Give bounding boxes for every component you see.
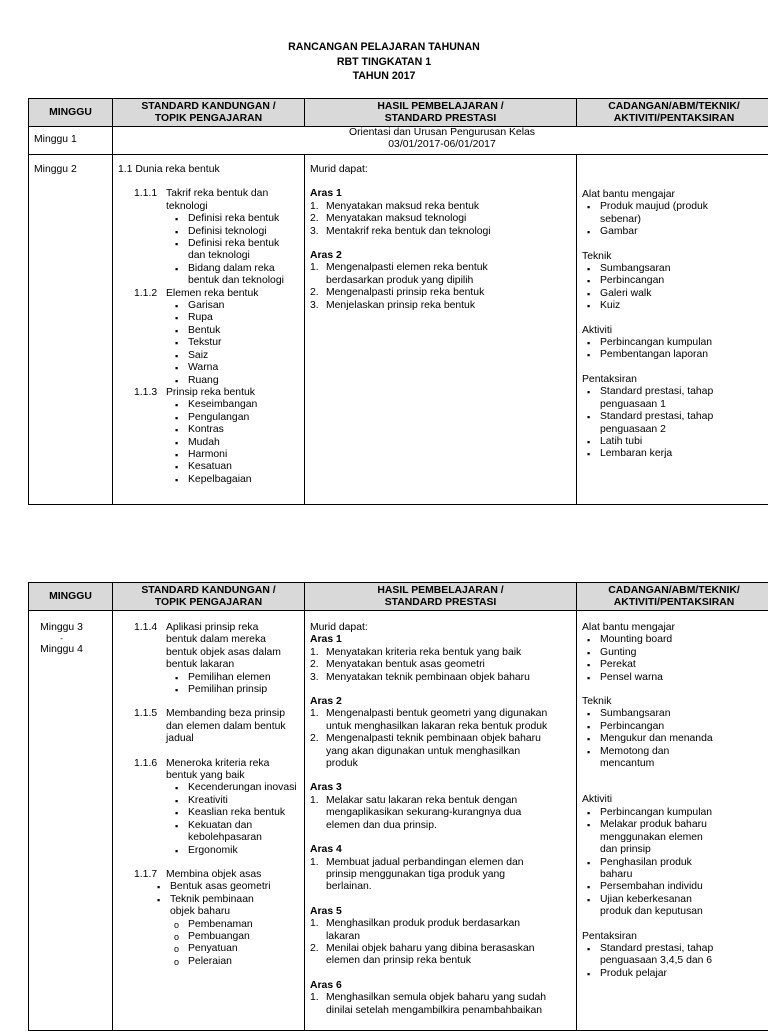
section-1-1-3: 1.1.3 Prinsip reka bentuk <box>118 387 300 399</box>
list-1-1-4: ▪ Pemilihan elemen ▪ Pemilihan prinsip <box>170 672 300 697</box>
header-cadangan-2: CADANGAN/ABM/TEKNIK/ AKTIVITI/PENTAKSIRAN <box>577 583 768 611</box>
topic-title: 1.1 Dunia reka bentuk <box>118 164 300 176</box>
aras-5-list: 1. Menghasilkan produk produk berdasarkan lakaran 2. Menilai objek baharu yang dibina berasaskan elemen dan prinsip reka bentuk <box>310 918 572 968</box>
header-hasil-pembelajaran-2: HASIL PEMBELAJARAN / STANDARD PRESTASI <box>305 583 577 611</box>
cell-week34-resources: Alat bantu mengajar ▪ Mounting board ▪ Gunting ▪ Perekat ▪ Pensel warna Teknik ▪ Sumbangsaran ▪ Perbincangan ▪ Mengukur dan menanda ▪ Memotong dan mencantum Aktiviti ▪ Perbincangan kumpulan ▪ Melakar produk baharu menggunakan elemen dan prinsip ▪ Penghasilan produk baharu ▪ Persembahan individu ▪ Ujian keberkesanan produk dan keputusan Pentaksiran ▪ Standard prestasi, tahap penguasaan 3,4,5 dan 6 ▪ Produk pelajar <box>577 611 768 1031</box>
doc-subtitle: RBT TINGKATAN 1 <box>0 56 768 68</box>
abm-list: ▪ Produk maujud (produk sebenar) ▪ Gambar <box>582 201 767 238</box>
table-header-row-2 <box>29 583 768 611</box>
aras-2-list: 1. Mengenalpasti elemen reka bentuk berdasarkan produk yang dipilih 2. Mengenalpasti prinsip reka bentuk 3. Menjelaskan prinsip reka bentuk <box>310 262 572 312</box>
aras-6-list: 1. Menghasilkan semula objek baharu yang sudah dinilai setelah mengambilkira penambahbaikan <box>310 992 572 1017</box>
section-1-1-6: 1.1.6 Meneroka kriteria reka bentuk yang baik <box>118 758 300 783</box>
list-1-1-6: ▪ Kecenderungan inovasi ▪ Kreativiti ▪ Keaslian reka bentuk ▪ Kekuatan dan kebolehpasaran ▪ Ergonomik <box>170 782 300 856</box>
cell-week2-outcomes: Murid dapat: Aras 1 1. Menyatakan maksud reka bentuk 2. Menyatakan maksud teknologi 3. Mentakrif reka bentuk dan teknologi Aras 2 1. Mengenalpasti elemen reka bentuk berdasarkan produk yang dipilih 2. Mengenalpasti prinsip reka bentuk 3. Menjelaskan prinsip reka bentuk <box>305 155 577 505</box>
section-1-1-4: 1.1.4 Aplikasi prinsip reka bentuk dalam mereka bentuk objek asas dalam bentuk lakaran <box>118 622 300 672</box>
aras-2-list-2: 1. Mengenalpasti bentuk geometri yang digunakan untuk menghasilkan lakaran reka bentuk produk 2. Mengenalpasti teknik pembinaan objek baharu yang akan digunakan untuk menghasilkan produk <box>310 708 572 770</box>
cell-week2-resources: Alat bantu mengajar ▪ Produk maujud (produk sebenar) ▪ Gambar Teknik ▪ Sumbangsaran ▪ Perbincangan ▪ Galeri walk ▪ Kuiz Aktiviti ▪ Perbincangan kumpulan ▪ Pembentangan laporan Pentaksiran ▪ Standard prestasi, tahap penguasaan 1 ▪ Standard prestasi, tahap penguasaan 2 ▪ Latih tubi ▪ Lembaran kerja <box>577 155 768 505</box>
doc-title: RANCANGAN PELAJARAN TAHUNAN <box>0 41 768 53</box>
aras-4-list: 1. Membuat jadual perbandingan elemen dan prinsip menggunakan tiga produk yang berlainan. <box>310 857 572 894</box>
header-hasil-pembelajaran: HASIL PEMBELAJARAN / STANDARD PRESTASI <box>305 99 577 127</box>
aras-1-label: Aras 1 <box>310 188 572 200</box>
plan-table-1 <box>28 98 768 505</box>
header-minggu-2: MINGGU <box>29 583 113 611</box>
cell-week34-outcomes: Murid dapat: Aras 1 1. Menyatakan kriteria reka bentuk yang baik 2. Menyatakan bentuk asas geometri 3. Menyatakan teknik pembinaan objek baharu Aras 2 1. Mengenalpasti bentuk geometri yang digunakan untuk menghasilkan lakaran reka bentuk produk 2. Mengenalpasti teknik pembinaan objek baharu yang akan digunakan untuk menghasilkan produk Aras 3 1. Melakar satu lakaran reka bentuk dengan mengaplikasikan sekurang-kurangnya dua elemen dan dua prinsip. Aras 4 1. Membuat jadual perbandingan elemen dan prinsip menggunakan tiga produk yang berlainan. Aras 5 1. Menghasilkan produk produk berdasarkan lakaran 2. Menilai objek baharu yang dibina berasaskan elemen dan prinsip reka bentuk Aras 6 1. Menghasilkan semula objek baharu yang sudah dinilai setelah mengambilkira penambahbaikan <box>305 611 577 1031</box>
section-1-1-5: 1.1.5 Membanding beza prinsip dan elemen dalam bentuk jadual <box>118 708 300 745</box>
aras-1-list: 1. Menyatakan maksud reka bentuk 2. Menyatakan maksud teknologi 3. Mentakrif reka bentuk dan teknologi <box>310 201 572 238</box>
cell-week1-label: Minggu 1 <box>29 127 113 155</box>
aktiviti-list: ▪ Perbincangan kumpulan ▪ Pembentangan laporan <box>582 337 767 362</box>
plan-table-2 <box>28 582 768 1031</box>
section-1-1-2: 1.1.2 Elemen reka bentuk <box>118 288 300 300</box>
cell-week34-label: Minggu 3 - Minggu 4 <box>29 611 113 1031</box>
table-row-week2 <box>29 155 768 505</box>
table-header-row <box>29 99 768 127</box>
list-1-1-7: ▪ Bentuk asas geometri ▪ Teknik pembinaan objek baharu <box>152 881 300 918</box>
table-row-week1 <box>29 127 768 155</box>
aktiviti-list-2: ▪ Perbincangan kumpulan ▪ Melakar produk baharu menggunakan elemen dan prinsip ▪ Penghasilan produk baharu ▪ Persembahan individu ▪ Ujian keberkesanan produk dan keputusan <box>582 807 767 919</box>
pentaksiran-list-2: ▪ Standard prestasi, tahap penguasaan 3,4,5 dan 6 ▪ Produk pelajar <box>582 943 767 980</box>
aras-1-list-2: 1. Menyatakan kriteria reka bentuk yang baik 2. Menyatakan bentuk asas geometri 3. Menyatakan teknik pembinaan objek baharu <box>310 647 572 684</box>
pentaksiran-list: ▪ Standard prestasi, tahap penguasaan 1 ▪ Standard prestasi, tahap penguasaan 2 ▪ Latih tubi ▪ Lembaran kerja <box>582 386 767 460</box>
cell-week2-label: Minggu 2 <box>29 155 113 505</box>
section-1-1-7: 1.1.7 Membina objek asas <box>118 869 300 881</box>
cell-week34-topics <box>113 611 305 1031</box>
abm-list-2: ▪ Mounting board ▪ Gunting ▪ Perekat ▪ Pensel warna <box>582 634 767 684</box>
table-row-week3-4 <box>29 611 768 1031</box>
aras-3-list: 1. Melakar satu lakaran reka bentuk dengan mengaplikasikan sekurang-kurangnya dua elemen dan dua prinsip. <box>310 795 572 832</box>
aras-2-label: Aras 2 <box>310 250 572 262</box>
list-1-1-1: ▪ Definisi reka bentuk ▪ Definisi teknologi ▪ Definisi reka bentuk dan teknologi ▪ Bidang dalam reka bentuk dan teknologi <box>170 213 300 287</box>
doc-year: TAHUN 2017 <box>0 70 768 82</box>
teknik-list: ▪ Sumbangsaran ▪ Perbincangan ▪ Galeri walk ▪ Kuiz <box>582 263 767 313</box>
list-1-1-2: ▪ Garisan ▪ Rupa ▪ Bentuk ▪ Tekstur ▪ Saiz ▪ Warna ▪ Ruang <box>170 300 300 387</box>
section-1-1-1: 1.1.1 Takrif reka bentuk dan teknologi <box>118 188 300 213</box>
list-1-1-3: ▪ Keseimbangan ▪ Pengulangan ▪ Kontras ▪ Mudah ▪ Harmoni ▪ Kesatuan ▪ Kepelbagaian <box>170 399 300 486</box>
header-standard-kandungan: STANDARD KANDUNGAN / TOPIK PENGAJARAN <box>113 99 305 127</box>
header-cadangan: CADANGAN/ABM/TEKNIK/ AKTIVITI/PENTAKSIRAN <box>577 99 768 127</box>
header-minggu: MINGGU <box>29 99 113 127</box>
header-standard-kandungan-2: STANDARD KANDUNGAN / TOPIK PENGAJARAN <box>113 583 305 611</box>
teknik-list-2: ▪ Sumbangsaran ▪ Perbincangan ▪ Mengukur dan menanda ▪ Memotong dan mencantum <box>582 708 767 770</box>
cell-week1-orientation: Orientasi dan Urusan Pengurusan Kelas 03/01/2017-06/01/2017 <box>113 127 768 155</box>
list-1-1-7-sub: o Pembenaman o Pembuangan o Penyatuan o Peleraian <box>170 919 300 969</box>
cell-week2-topics <box>113 155 305 505</box>
